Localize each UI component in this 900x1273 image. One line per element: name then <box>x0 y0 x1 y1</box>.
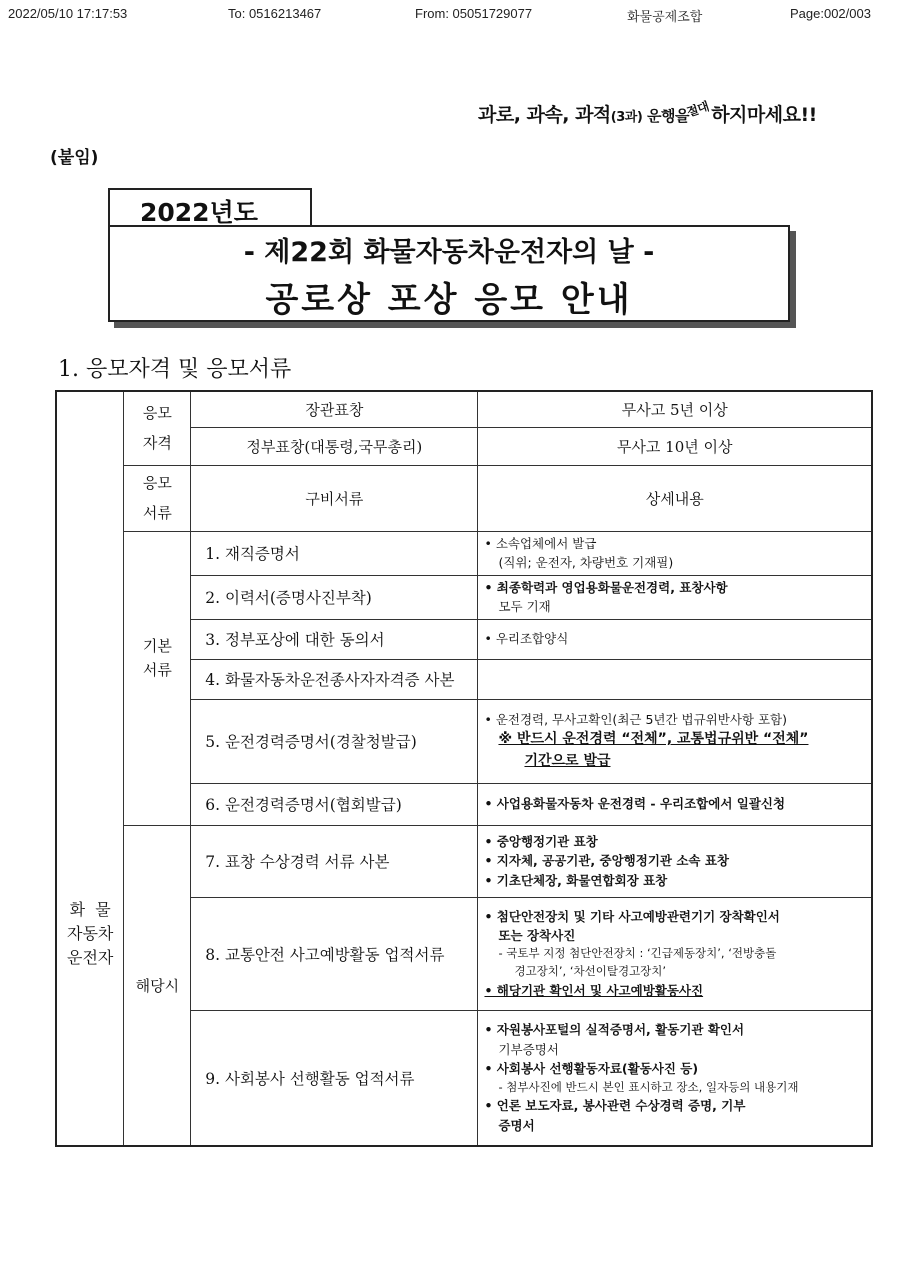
detail-line: • 기초단체장, 화물연합회장 표창 <box>484 872 668 888</box>
fax-to: To: 0516213467 <box>228 6 322 21</box>
doc-detail <box>478 783 872 825</box>
group-label <box>56 391 124 1146</box>
basic-label-2: 서류 <box>142 661 172 679</box>
award-type: 정부표창(대통령,국무총리) <box>191 427 478 465</box>
doc-detail <box>478 699 872 783</box>
doc-item: 7. 표창 수상경력 서류 사본 <box>191 825 478 897</box>
fax-from: From: 05051729077 <box>415 6 533 21</box>
detail-line: • 지자체, 공공기관, 중앙행정기관 소속 표창 <box>484 853 729 869</box>
doc-item: 5. 운전경력증명서(경찰청발급) <box>191 699 478 783</box>
col-header-docs: 구비서류 <box>191 465 478 531</box>
detail-line: 기부증명서 <box>498 1041 559 1057</box>
doc-detail <box>478 1010 872 1146</box>
doc-item: 6. 운전경력증명서(협회발급) <box>191 783 478 825</box>
doc-detail <box>478 659 872 699</box>
fax-datetime: 2022/05/10 17:17:53 <box>8 6 128 21</box>
fax-org: 화물공제조합 <box>627 9 703 24</box>
detail-line: • 중앙행정기관 표창 <box>484 833 598 849</box>
attachment-label: (붙임) <box>50 148 99 168</box>
detail-line: • 사업용화물자동차 운전경력 - 우리조합에서 일괄신청 <box>484 796 786 812</box>
group-label-3: 운전자 <box>67 947 114 967</box>
safety-slogan <box>478 100 817 127</box>
doc-detail <box>478 825 872 897</box>
detail-line: • 해당기관 확인서 및 사고예방활동사진 <box>484 983 704 998</box>
detail-line: • 소속업체에서 발급 <box>484 535 597 551</box>
detail-line: • 언론 보도자료, 봉사관련 수상경력 증명, 기부 <box>484 1098 746 1114</box>
qual-label <box>124 391 191 465</box>
doc-detail <box>478 531 872 575</box>
detail-line: 기간으로 발급 <box>524 752 611 769</box>
qual-label-2: 자격 <box>142 434 172 453</box>
detail-line: 모두 기재 <box>498 599 551 614</box>
doc-item: 8. 교통안전 사고예방활동 업적서류 <box>191 897 478 1010</box>
slogan-part1: 과로, 과속, 과적 <box>478 104 611 126</box>
award-requirement: 무사고 5년 이상 <box>478 391 872 427</box>
section-heading: 1. 응모자격 및 응모서류 <box>58 357 292 382</box>
detail-line: - 첨부사진에 반드시 본인 표시하고 장소, 일자등의 내용기재 <box>498 1079 799 1094</box>
qual-label-1: 응모 <box>142 404 172 423</box>
detail-line: • 사회봉사 선행활동자료(활동사진 등) <box>484 1061 699 1077</box>
detail-line: 또는 장착사진 <box>498 928 576 943</box>
docs-label <box>124 465 191 531</box>
docs-label-2: 서류 <box>142 504 172 522</box>
doc-detail <box>478 619 872 659</box>
requirements-table <box>55 390 873 1147</box>
title-line1: - 제22회 화물자동차운전자의 날 - <box>243 237 655 268</box>
basic-label-1: 기본 <box>142 637 172 655</box>
doc-item: 3. 정부포상에 대한 동의서 <box>191 619 478 659</box>
doc-item: 2. 이력서(증명사진부착) <box>191 575 478 619</box>
slogan-part2: (3과) <box>610 110 643 125</box>
applicable-label: 해당시 <box>124 825 191 1146</box>
title-year: 2022년도 <box>140 198 258 227</box>
detail-line: • 운전경력, 무사고확인(최근 5년간 법규위반사항 포함) <box>484 711 787 727</box>
slogan-part4: 절대 <box>685 99 711 120</box>
detail-line: • 첨단안전장치 및 기타 사고예방관련기기 장착확인서 <box>484 908 780 924</box>
group-label-2: 자동차 <box>67 923 114 943</box>
col-header-detail: 상세내용 <box>478 465 872 531</box>
detail-line: (직위; 운전자, 차량번호 기재필) <box>498 555 674 570</box>
basic-docs-label <box>124 531 191 825</box>
title-line2: 공로상 포상 응모 안내 <box>265 280 633 320</box>
detail-line: 증명서 <box>498 1117 535 1133</box>
doc-item: 4. 화물자동차운전종사자자격증 사본 <box>191 659 478 699</box>
detail-line: • 우리조합양식 <box>484 631 569 647</box>
detail-line: ※ 반드시 운전경력 “전체”, 교통법규위반 “전체” <box>498 731 809 747</box>
docs-label-1: 응모 <box>142 474 172 492</box>
award-requirement: 무사고 10년 이상 <box>478 427 872 465</box>
slogan-part5: 하지마세요!! <box>711 104 817 126</box>
doc-item: 1. 재직증명서 <box>191 531 478 575</box>
detail-line: • 최종학력과 영업용화물운전경력, 표창사항 <box>484 579 728 595</box>
fax-page: Page:002/003 <box>790 6 871 21</box>
detail-line: 경고장치’, ‘차선이탈경고장치’ <box>514 964 667 979</box>
doc-item: 9. 사회봉사 선행활동 업적서류 <box>191 1010 478 1146</box>
award-type: 장관표창 <box>191 391 478 427</box>
slogan-part3: 운행을 <box>642 107 689 125</box>
doc-detail <box>478 897 872 1010</box>
detail-line: - 국토부 지정 첨단안전장치 : ‘긴급제동장치’, ‘전방충돌 <box>498 946 777 961</box>
detail-line: • 자원봉사포털의 실적증명서, 활동기관 확인서 <box>484 1022 745 1038</box>
group-label-1: 화 물 <box>69 899 111 919</box>
doc-detail <box>478 575 872 619</box>
